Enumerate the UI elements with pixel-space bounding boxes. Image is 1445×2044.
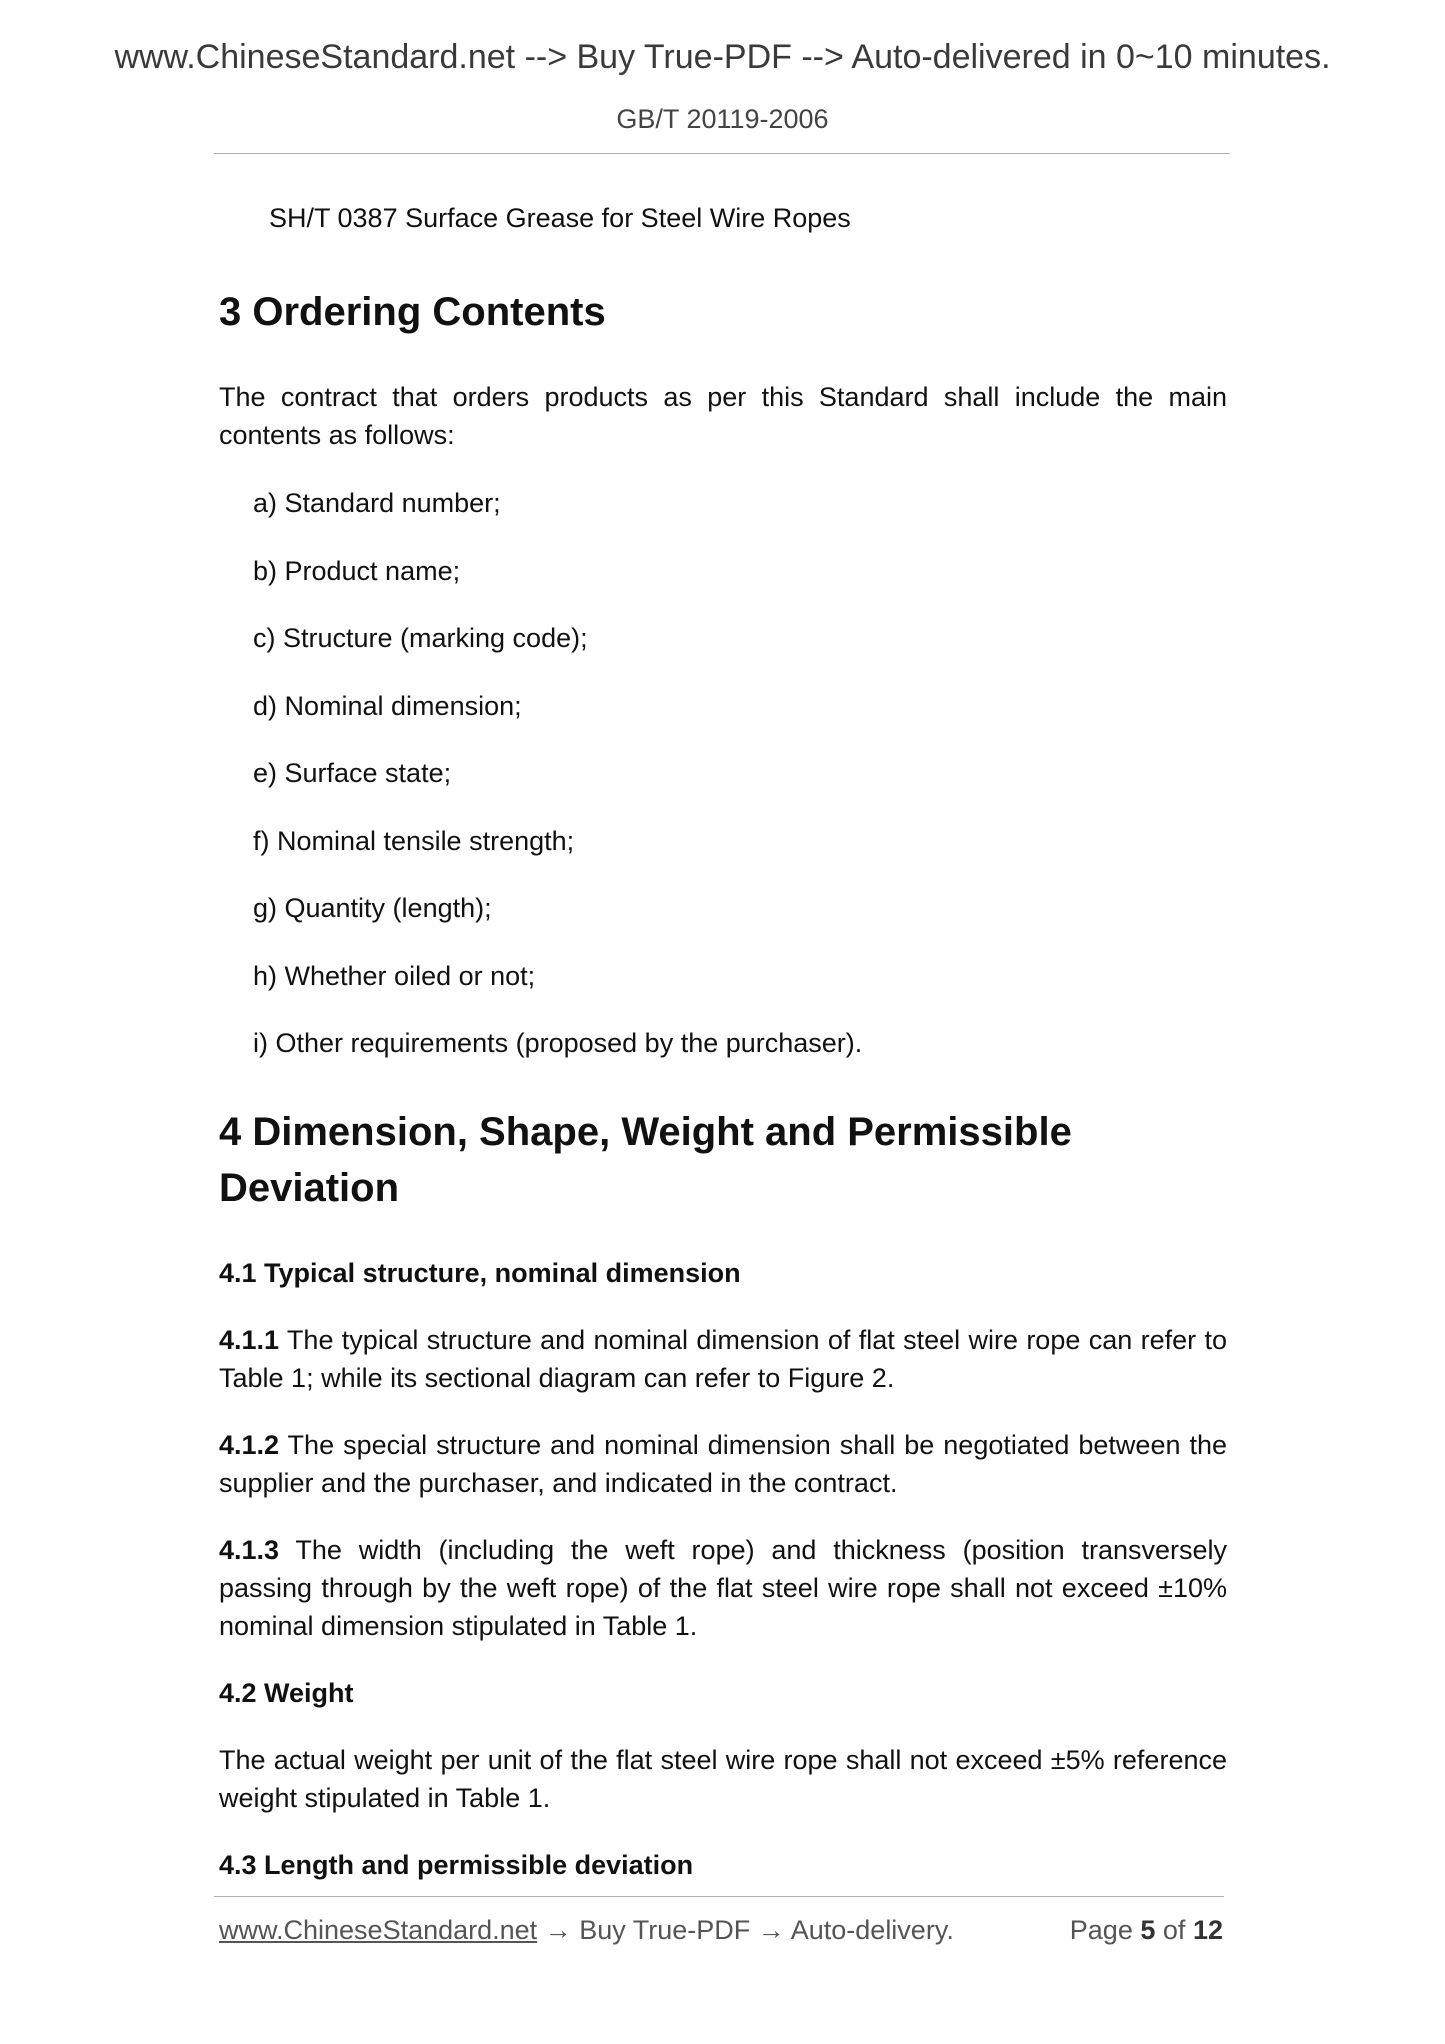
- list-item: g) Quantity (length);: [253, 893, 492, 923]
- clause-text: The special structure and nominal dimension shall be negotiated between the supplier and the purchaser, and indicated in the contract.: [219, 1430, 1227, 1498]
- page-indicator: [1070, 1915, 1223, 1946]
- page-content: [219, 196, 1227, 1884]
- page-of: of: [1162, 1915, 1186, 1945]
- section-3-intro: The contract that orders products as per this Standard shall include the main contents as follows:: [219, 382, 1227, 450]
- subsection-4-1-heading: 4.1 Typical structure, nominal dimension: [219, 1258, 741, 1288]
- clause-4-1-3: [219, 1531, 1227, 1645]
- page-label: Page: [1069, 1915, 1133, 1945]
- list-item: b) Product name;: [253, 555, 461, 586]
- clause-4-1-1: [219, 1321, 1227, 1397]
- list-item: e) Surface state;: [253, 758, 452, 788]
- list-item: f) Nominal tensile strength;: [253, 825, 575, 856]
- clause-text: The width (including the weft rope) and thickness (position transversely passing through by the weft rope) of the flat steel wire rope shall not exceed ±10% nominal dimension stipulated in Table 1.: [219, 1535, 1227, 1641]
- footer-tagline: → Buy True-PDF → Auto-delivery.: [537, 1915, 954, 1945]
- list-item: c) Structure (marking code);: [253, 623, 588, 653]
- footer-left: [219, 1915, 954, 1946]
- clause-number: 4.1.1: [219, 1325, 280, 1355]
- weight-paragraph: The actual weight per unit of the flat steel wire rope shall not exceed ±5% reference weight stipulated in Table 1.: [219, 1745, 1227, 1813]
- list-item: a) Standard number;: [253, 488, 501, 518]
- clause-4-1-2: [219, 1426, 1227, 1502]
- subsection-4-3-heading: 4.3 Length and permissible deviation: [219, 1850, 694, 1880]
- list-item: i) Other requirements (proposed by the purchaser).: [253, 1028, 863, 1058]
- footer-divider: [214, 1896, 1224, 1897]
- clause-text: The typical structure and nominal dimension of flat steel wire rope can refer to Table 1; while its sectional diagram can refer to Figure 2.: [219, 1325, 1227, 1393]
- normative-reference: SH/T 0387 Surface Grease for Steel Wire Ropes: [269, 203, 851, 233]
- page-footer: [219, 1915, 1223, 1946]
- subsection-4-2-heading: 4.2 Weight: [219, 1678, 354, 1708]
- list-item: d) Nominal dimension;: [253, 690, 522, 721]
- top-banner: www.ChineseStandard.net --> Buy True-PDF --> Auto-delivered in 0~10 minutes.: [114, 38, 1331, 76]
- list-item: h) Whether oiled or not;: [253, 960, 536, 991]
- footer-site-link[interactable]: www.ChineseStandard.net: [219, 1915, 538, 1945]
- clause-number: 4.1.3: [219, 1535, 280, 1565]
- ordering-contents-list: [219, 484, 1227, 1062]
- header-divider: [214, 153, 1230, 154]
- section-3-heading: 3 Ordering Contents: [219, 290, 606, 334]
- section-4-heading: 4 Dimension, Shape, Weight and Permissible Deviation: [219, 1110, 1072, 1210]
- clause-number: 4.1.2: [219, 1430, 280, 1460]
- page-total: 12: [1192, 1915, 1223, 1945]
- document-code: GB/T 20119-2006: [616, 104, 829, 134]
- page-current: 5: [1140, 1915, 1156, 1945]
